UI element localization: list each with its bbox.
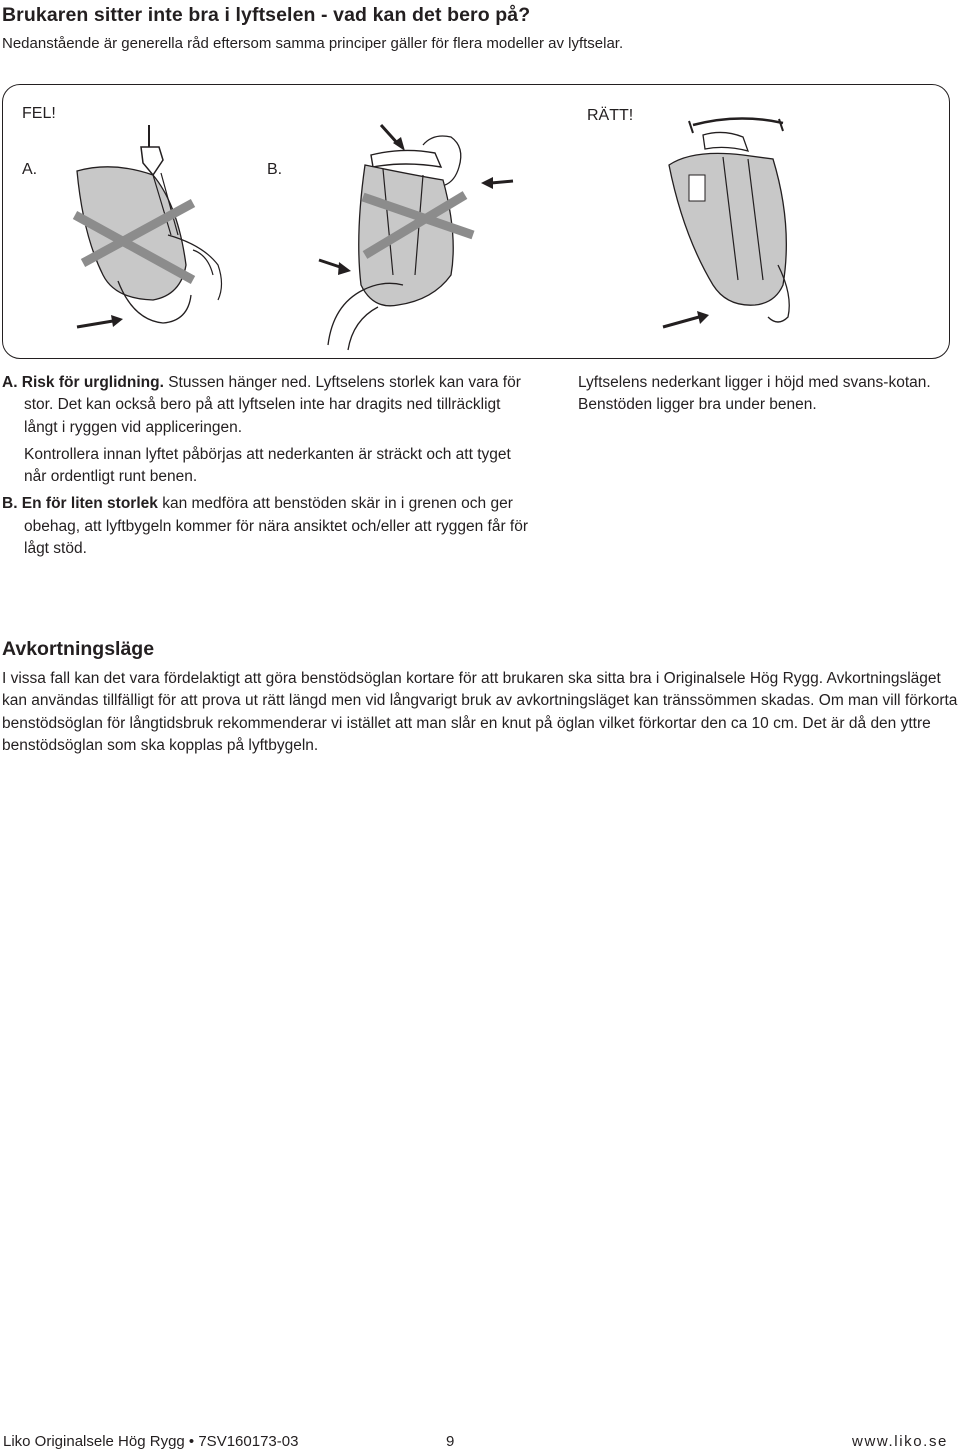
illustration-panel bbox=[2, 84, 950, 359]
paragraph-a bbox=[2, 372, 532, 439]
illustration-b bbox=[319, 125, 513, 350]
paragraph-a-heading: A. Risk för urglidning. bbox=[2, 374, 164, 391]
page-subtitle: Nedanstående är generella råd eftersom samma principer gäller för flera modeller av lyftselar. bbox=[2, 35, 624, 52]
label-b: B. bbox=[267, 161, 283, 178]
footer-url: www.liko.se bbox=[852, 1433, 948, 1450]
label-a: A. bbox=[22, 161, 38, 178]
section-body: I vissa fall kan det vara fördelaktigt att göra benstödsöglan kortare för att brukaren ska sitta bra i Originalsele Hög Rygg. Avkortningsläget kan användas tillfälligt för att prova ut rätt längd men vid långvarigt bruk av avkortningsläget kan tränssömmen skadas. Om man vill förkorta benstödsöglan för långtidsbruk rekommenderar vi istället att man slår en knut på öglan vilket förkortar den ca 10 cm. Det är då den yttre benstödsöglan som ska kopplas på lyftbygeln. bbox=[2, 670, 958, 755]
sling-illustrations bbox=[3, 85, 951, 360]
right-column: Lyftselens nederkant ligger i höjd med svans-kotan. Benstöden ligger bra under benen. bbox=[578, 374, 931, 414]
right-label: RÄTT! bbox=[587, 107, 634, 124]
paragraph-b bbox=[2, 493, 532, 560]
paragraph-a-check: Kontrollera innan lyftet påbörjas att nederkanten är sträckt och att tyget når ordentligt runt benen. bbox=[24, 445, 511, 486]
illustration-correct bbox=[663, 118, 789, 327]
section-heading: Avkortningsläge bbox=[2, 638, 155, 660]
paragraph-a-text: Stussen hänger ned. Lyftselens storlek kan vara för stor. Det kan också bero på att lyftselen inte har dragits ned tillräckligt långt i ryggen vid appliceringen. bbox=[24, 374, 521, 436]
wrong-label: FEL! bbox=[22, 105, 56, 122]
paragraph-b-text: kan medföra att benstöden skär in i grenen och ger obehag, att lyftbygeln kommer för nära ansiktet och/eller att ryggen får för lågt stöd. bbox=[24, 495, 529, 558]
paragraph-b-heading: B. En för liten storlek bbox=[2, 495, 158, 513]
footer-document: Liko Originalsele Hög Rygg • 7SV160173-03 bbox=[3, 1433, 299, 1450]
left-column bbox=[2, 372, 532, 565]
page-title: Brukaren sitter inte bra i lyftselen - vad kan det bero på? bbox=[2, 4, 531, 26]
illustration-a bbox=[75, 125, 222, 327]
page-number: 9 bbox=[446, 1433, 455, 1450]
